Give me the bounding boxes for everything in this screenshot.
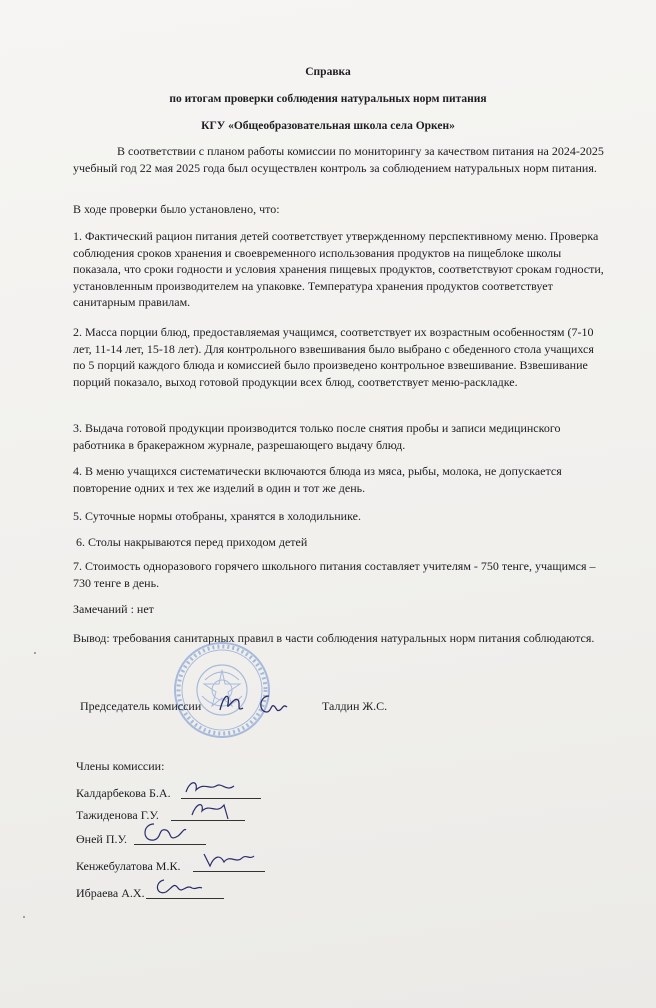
finding-item-2: 2. Масса порции блюд, предоставляемая учащимся, соответствует их возрастным особенностям (7-10 лет, 11-14 лет, 15-18 лет). Для контрольного взвешивания было выбрано с обеденного стола учащихся по 5 порций каждого блюда и комиссией было произведено контрольное взвешивание. Взвешивание порций показало, выход готовой продукции всех блюд, соответствует меню-раскладке.	[73, 325, 594, 389]
paper-speck	[23, 916, 25, 918]
organization-name: КГУ «Общеобразовательная школа села Оркен»	[201, 120, 455, 132]
chairman-signature-1	[216, 690, 250, 718]
finding-item-4: 4. В меню учащихся систематически включаются блюда из мяса, рыбы, молока, не допускается повторение одних и тех же изделий в один и тот же день.	[73, 464, 562, 495]
members-label: Члены комиссии:	[76, 759, 165, 773]
conclusion: Вывод: требования санитарных правил в части соблюдения натуральных норм питания соблюдаются.	[73, 631, 595, 645]
finding-item-3: 3. Выдача готовой продукции производится только после снятия пробы и записи медицинского работника в бракеражном журнале, разрешающего выдачу блюд.	[73, 421, 561, 452]
member-name-1: Калдарбекова Б.А.	[76, 786, 171, 800]
member-signature-5	[150, 874, 206, 900]
member-name-2: Тажиденова Г.У.	[76, 808, 159, 822]
member-name-3: Өней П.У.	[76, 832, 128, 846]
finding-item-5: 5. Суточные нормы отобраны, хранятся в холодильнике.	[73, 509, 361, 523]
member-signature-4	[200, 846, 256, 872]
finding-item-1: 1. Фактический рацион питания детей соответствует утвержденному перспективному меню. Проверка соблюдения сроков хранения и своевременного использования продуктов на пищеблоке школы показала, что сроки годности и условия хранения пищевых продуктов, соответствуют срокам годности, установленным производителем на упаковке. Температура хранения продуктов соответствует санитарным правилам.	[73, 229, 604, 309]
member-name-5: Ибраева А.Х.	[76, 886, 145, 900]
chairman-label: Председатель комиссии	[80, 699, 202, 713]
finding-item-6: 6. Столы накрываются перед приходом детей	[73, 535, 308, 549]
chairman-signature-2	[255, 692, 291, 718]
document-title: Справка	[305, 66, 351, 78]
member-name-4: Кенжебулатова М.К.	[76, 859, 181, 873]
member-signature-2	[186, 797, 234, 823]
remarks: Замечаний : нет	[73, 602, 154, 616]
chairman-name: Талдин Ж.С.	[322, 699, 388, 713]
paper-speck	[34, 652, 36, 654]
intro-paragraph: В соответствии с планом работы комиссии по мониторингу за качеством питания на 2024-2025 учебный год 22 мая 2025 года был осуществлен контроль за соблюдением натуральных норм питания.	[73, 144, 604, 175]
document-subtitle: по итогам проверки соблюдения натуральных норм питания	[169, 93, 487, 105]
findings-lead: В ходе проверки было установлено, что:	[73, 202, 280, 216]
member-signature-3	[138, 818, 190, 848]
finding-item-7: 7. Стоимость одноразового горячего школьного питания составляет учителям - 750 тенге, учащимся – 730 тенге в день.	[73, 559, 596, 590]
